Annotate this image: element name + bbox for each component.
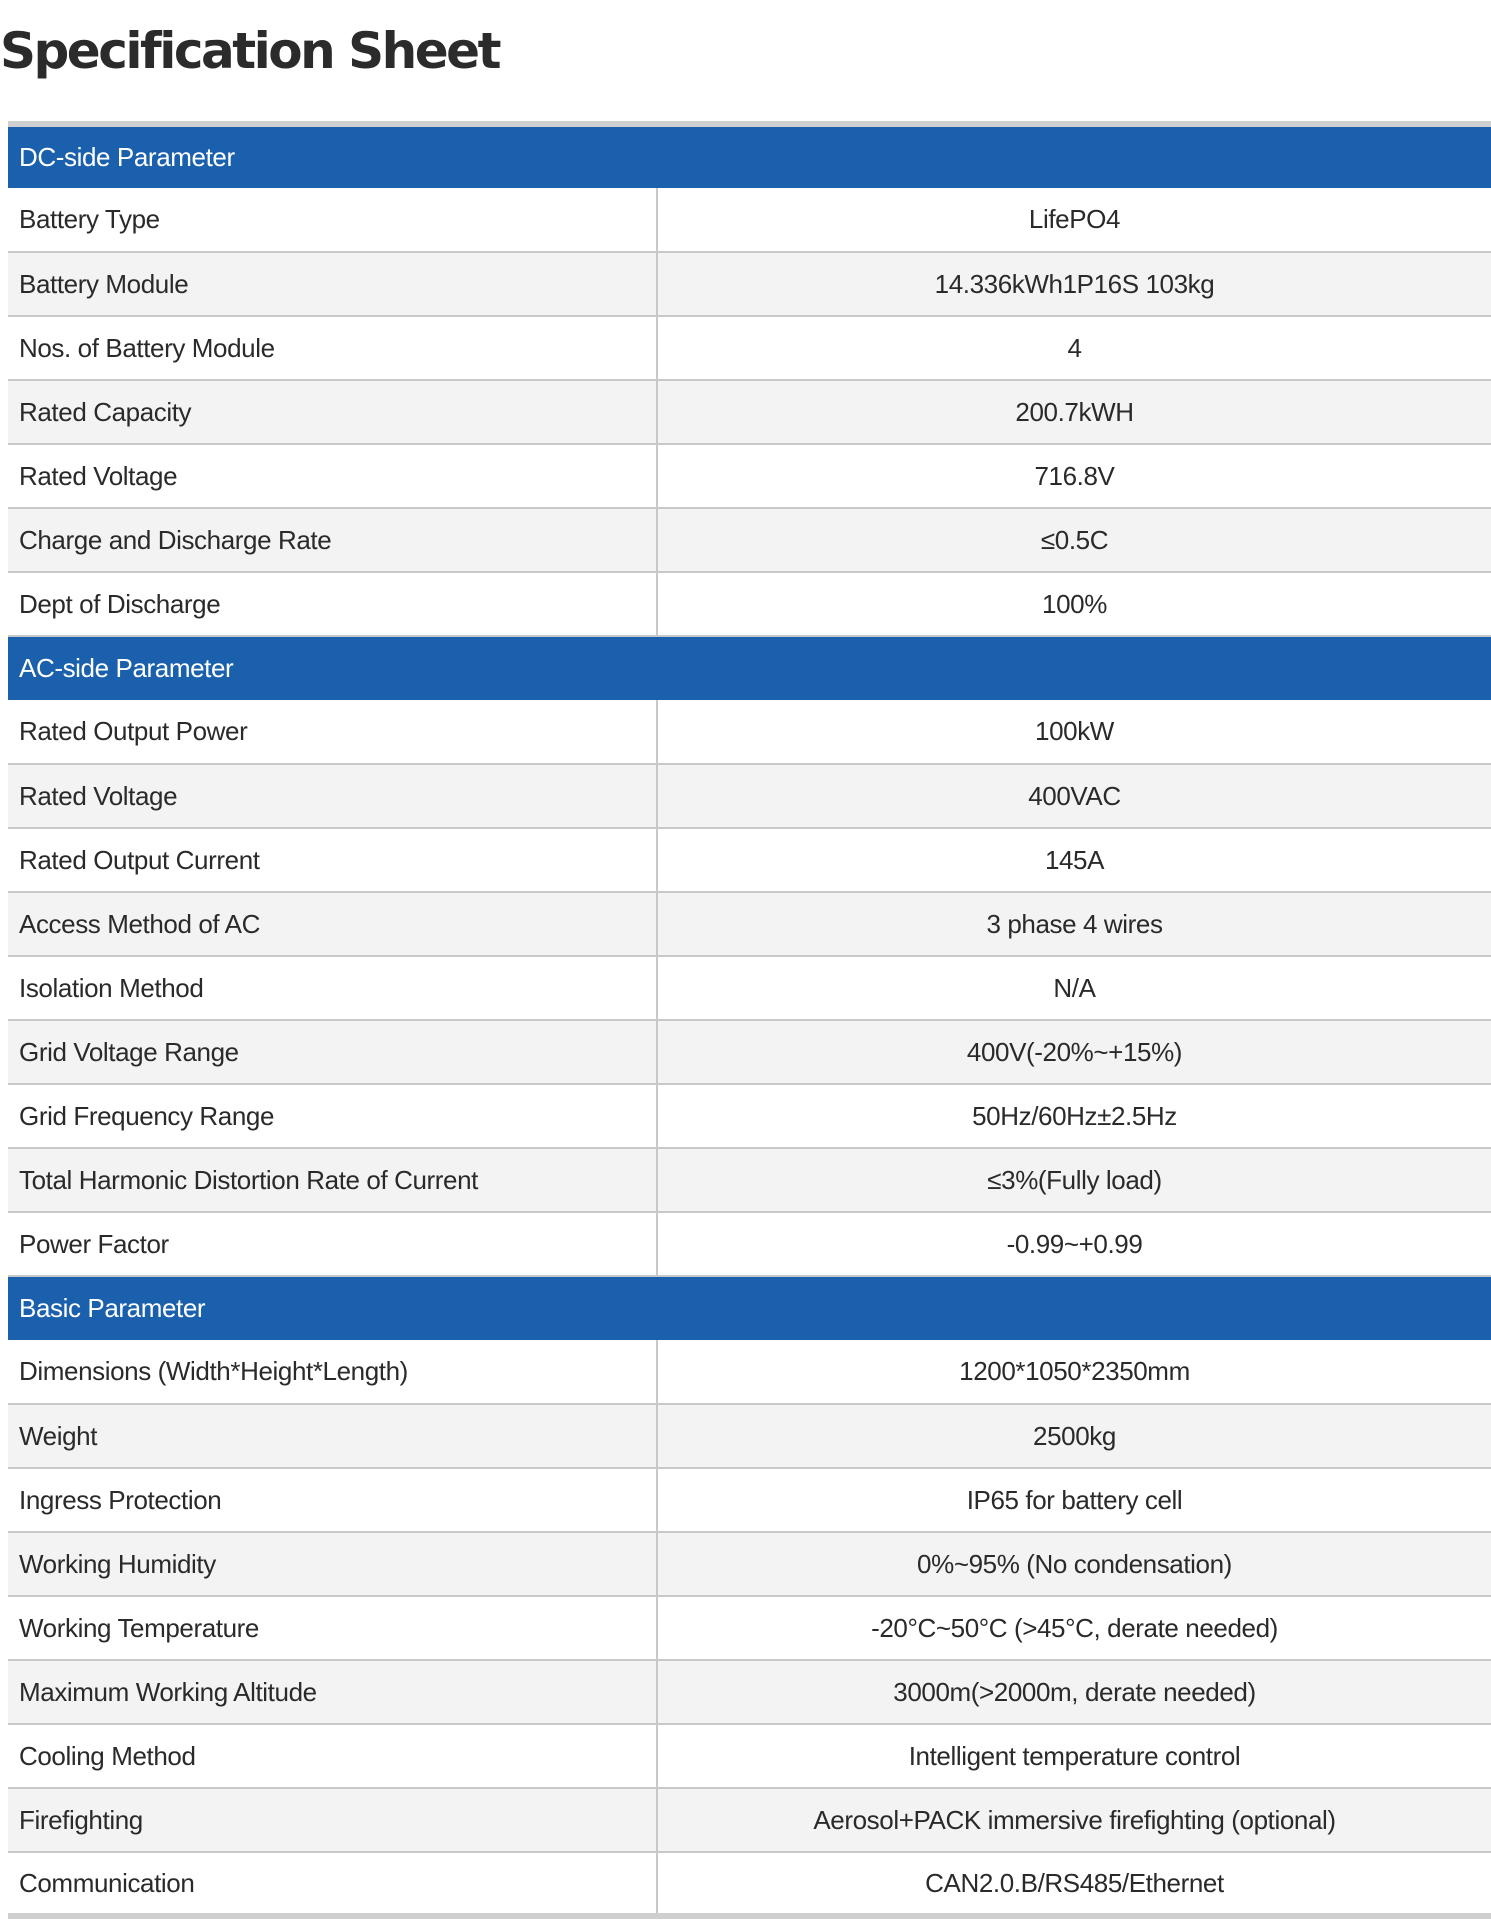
row-value: ≤0.5C [657, 508, 1491, 572]
row-label: Access Method of AC [8, 892, 657, 956]
row-label: Rated Output Power [8, 700, 657, 764]
row-value: 1200*1050*2350mm [657, 1340, 1491, 1404]
table-row [8, 956, 1491, 1020]
row-label: Weight [8, 1404, 657, 1468]
row-value: 716.8V [657, 444, 1491, 508]
section-heading: Basic Parameter [8, 1276, 1491, 1340]
row-value: Aerosol+PACK immersive firefighting (optional) [657, 1788, 1491, 1852]
row-label: Cooling Method [8, 1724, 657, 1788]
row-label: Working Temperature [8, 1596, 657, 1660]
row-value: 4 [657, 316, 1491, 380]
row-label: Communication [8, 1852, 657, 1916]
row-label: Dimensions (Width*Height*Length) [8, 1340, 657, 1404]
row-label: Working Humidity [8, 1532, 657, 1596]
page-title: Specification Sheet [0, 22, 499, 80]
row-value: ≤3%(Fully load) [657, 1148, 1491, 1212]
section-heading: DC-side Parameter [8, 124, 1491, 188]
table-row [8, 764, 1491, 828]
row-value: 14.336kWh1P16S 103kg [657, 252, 1491, 316]
row-value: 50Hz/60Hz±2.5Hz [657, 1084, 1491, 1148]
row-value: 3000m(>2000m, derate needed) [657, 1660, 1491, 1724]
section-header-ac [8, 636, 1491, 700]
row-label: Grid Frequency Range [8, 1084, 657, 1148]
row-label: Power Factor [8, 1212, 657, 1276]
row-label: Dept of Discharge [8, 572, 657, 636]
row-value: 3 phase 4 wires [657, 892, 1491, 956]
row-label: Rated Capacity [8, 380, 657, 444]
row-label: Maximum Working Altitude [8, 1660, 657, 1724]
table-row [8, 892, 1491, 956]
table-row [8, 1788, 1491, 1852]
row-value: 200.7kWH [657, 380, 1491, 444]
row-label: Rated Output Current [8, 828, 657, 892]
row-value: N/A [657, 956, 1491, 1020]
table-row [8, 1468, 1491, 1532]
row-label: Rated Voltage [8, 764, 657, 828]
table-row [8, 252, 1491, 316]
table-row [8, 1020, 1491, 1084]
table-row [8, 1660, 1491, 1724]
row-value: 100kW [657, 700, 1491, 764]
row-label: Nos. of Battery Module [8, 316, 657, 380]
row-value: 400V(-20%~+15%) [657, 1020, 1491, 1084]
table-row [8, 444, 1491, 508]
specification-table-body [8, 124, 1491, 1916]
row-value: CAN2.0.B/RS485/Ethernet [657, 1852, 1491, 1916]
section-header-dc [8, 124, 1491, 188]
row-value: IP65 for battery cell [657, 1468, 1491, 1532]
table-row [8, 1596, 1491, 1660]
row-label: Firefighting [8, 1788, 657, 1852]
table-row [8, 380, 1491, 444]
row-value: 2500kg [657, 1404, 1491, 1468]
table-row [8, 508, 1491, 572]
table-row [8, 188, 1491, 252]
row-value: 400VAC [657, 764, 1491, 828]
table-row [8, 700, 1491, 764]
section-header-basic [8, 1276, 1491, 1340]
table-row [8, 316, 1491, 380]
row-value: 145A [657, 828, 1491, 892]
table-row [8, 1852, 1491, 1916]
row-value: Intelligent temperature control [657, 1724, 1491, 1788]
table-row [8, 1212, 1491, 1276]
table-row [8, 1724, 1491, 1788]
row-label: Battery Module [8, 252, 657, 316]
row-label: Rated Voltage [8, 444, 657, 508]
table-row [8, 828, 1491, 892]
row-label: Battery Type [8, 188, 657, 252]
section-heading: AC-side Parameter [8, 636, 1491, 700]
table-row [8, 1148, 1491, 1212]
specification-table [8, 121, 1491, 1919]
row-label: Ingress Protection [8, 1468, 657, 1532]
row-label: Isolation Method [8, 956, 657, 1020]
row-value: 100% [657, 572, 1491, 636]
table-row [8, 1084, 1491, 1148]
table-row [8, 572, 1491, 636]
row-value: LifePO4 [657, 188, 1491, 252]
row-label: Grid Voltage Range [8, 1020, 657, 1084]
row-label: Total Harmonic Distortion Rate of Current [8, 1148, 657, 1212]
row-label: Charge and Discharge Rate [8, 508, 657, 572]
table-row [8, 1404, 1491, 1468]
row-value: -20°C~50°C (>45°C, derate needed) [657, 1596, 1491, 1660]
row-value: 0%~95% (No condensation) [657, 1532, 1491, 1596]
table-row [8, 1532, 1491, 1596]
row-value: -0.99~+0.99 [657, 1212, 1491, 1276]
table-row [8, 1340, 1491, 1404]
